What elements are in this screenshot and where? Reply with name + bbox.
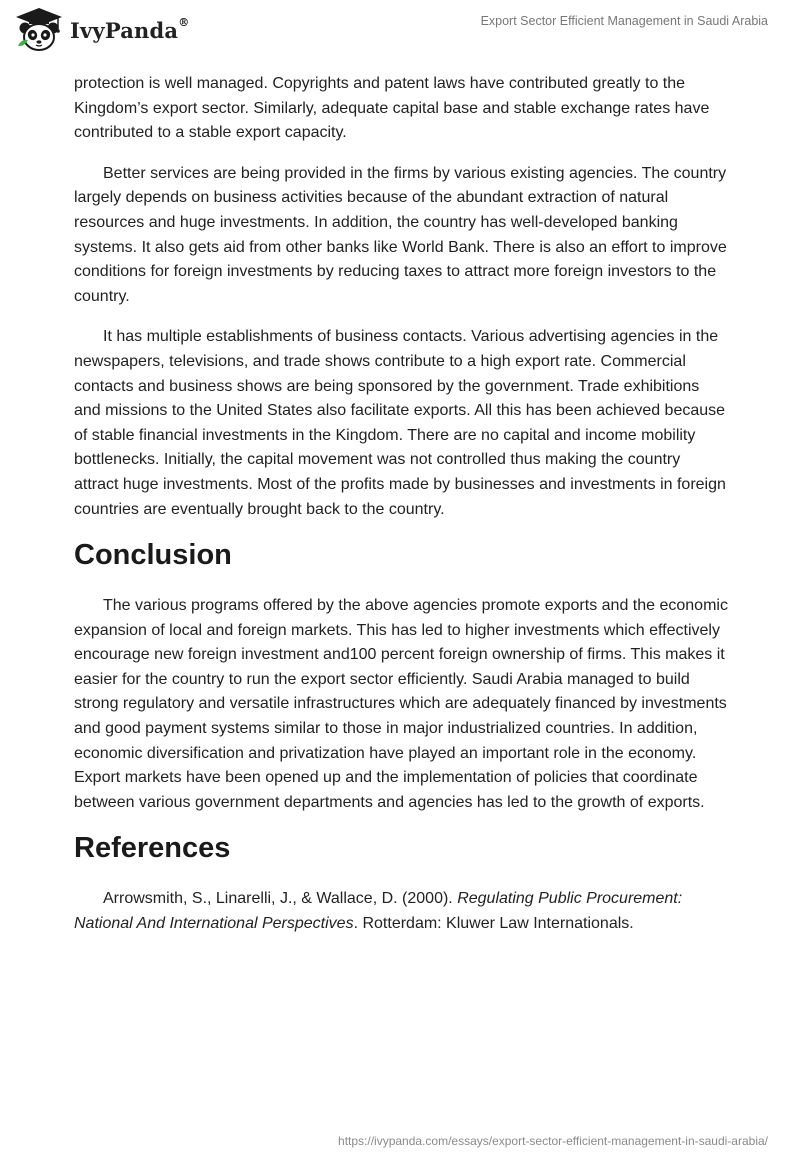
- paragraph-continuation: protection is well managed. Copyrights and patent laws have contributed greatly to the Kingdom’s export sector. Similarly, adequate capital base and stable exchange rates have contributed to a stable export capacity.: [74, 75, 710, 142]
- page-header: [0, 0, 800, 66]
- reference-title: Regulating Public Procurement: National And International Perspectives: [74, 890, 683, 933]
- paragraph-business-contacts: It has multiple establishments of business contacts. Various advertising agencies in the newspapers, televisions, and trade shows contribute to a high export rate. Commercial contacts and business shows are being sponsored by the government. Trade exhibitions and missions to the United States also facilitate exports. All this has been achieved because of stable financial investments in the Kingdom. There are no capital and income mobility bottlenecks. Initially, the capital movement was not controlled thus making the country attract huge investments. Most of the profits made by businesses and investments in foreign countries are eventually brought back to the country.: [74, 328, 726, 518]
- source-url[interactable]: https://ivypanda.com/essays/export-sector-efficient-management-in-saudi-arabia/: [338, 1134, 768, 1148]
- reference-authors: Arrowsmith, S., Linarelli, J., & Wallace, D. (2000).: [103, 890, 458, 908]
- reference-publisher: . Rotterdam: Kluwer Law Internationals.: [353, 915, 634, 933]
- document-title: Export Sector Efficient Management in Saudi Arabia: [480, 14, 768, 28]
- ivypanda-logo[interactable]: [14, 6, 189, 54]
- panda-graduate-icon: [14, 6, 64, 54]
- conclusion-heading: Conclusion: [74, 539, 232, 572]
- brand-name: IvyPanda®: [70, 15, 190, 43]
- reference-entry: [74, 887, 728, 936]
- references-heading: References: [74, 832, 231, 865]
- conclusion-paragraph: The various programs offered by the above agencies promote exports and the economic expansion of local and foreign markets. This has led to higher investments which effectively encourage new foreign investment and100 percent foreign ownership of firms. This makes it easier for the country to run the export sector efficiently. Saudi Arabia managed to build strong regulatory and versatile infrastructures which are adequately financed by investments and good payment systems similar to those in major industrialized countries. In addition, economic diversification and privatization have played an important role in the economy. Export markets have been opened up and the implementation of policies that coordinate between various government departments and agencies has led to the growth of exports.: [74, 597, 728, 811]
- essay-content: [74, 72, 728, 953]
- paragraph-services: Better services are being provided in the firms by various existing agencies. The country largely depends on business activities because of the abundant extraction of natural resources and huge investments. In addition, the country has well-developed banking systems. It also gets aid from other banks like World Bank. There is also an effort to improve conditions for foreign investments by reducing taxes to attract more foreign investors to the country.: [74, 164, 727, 305]
